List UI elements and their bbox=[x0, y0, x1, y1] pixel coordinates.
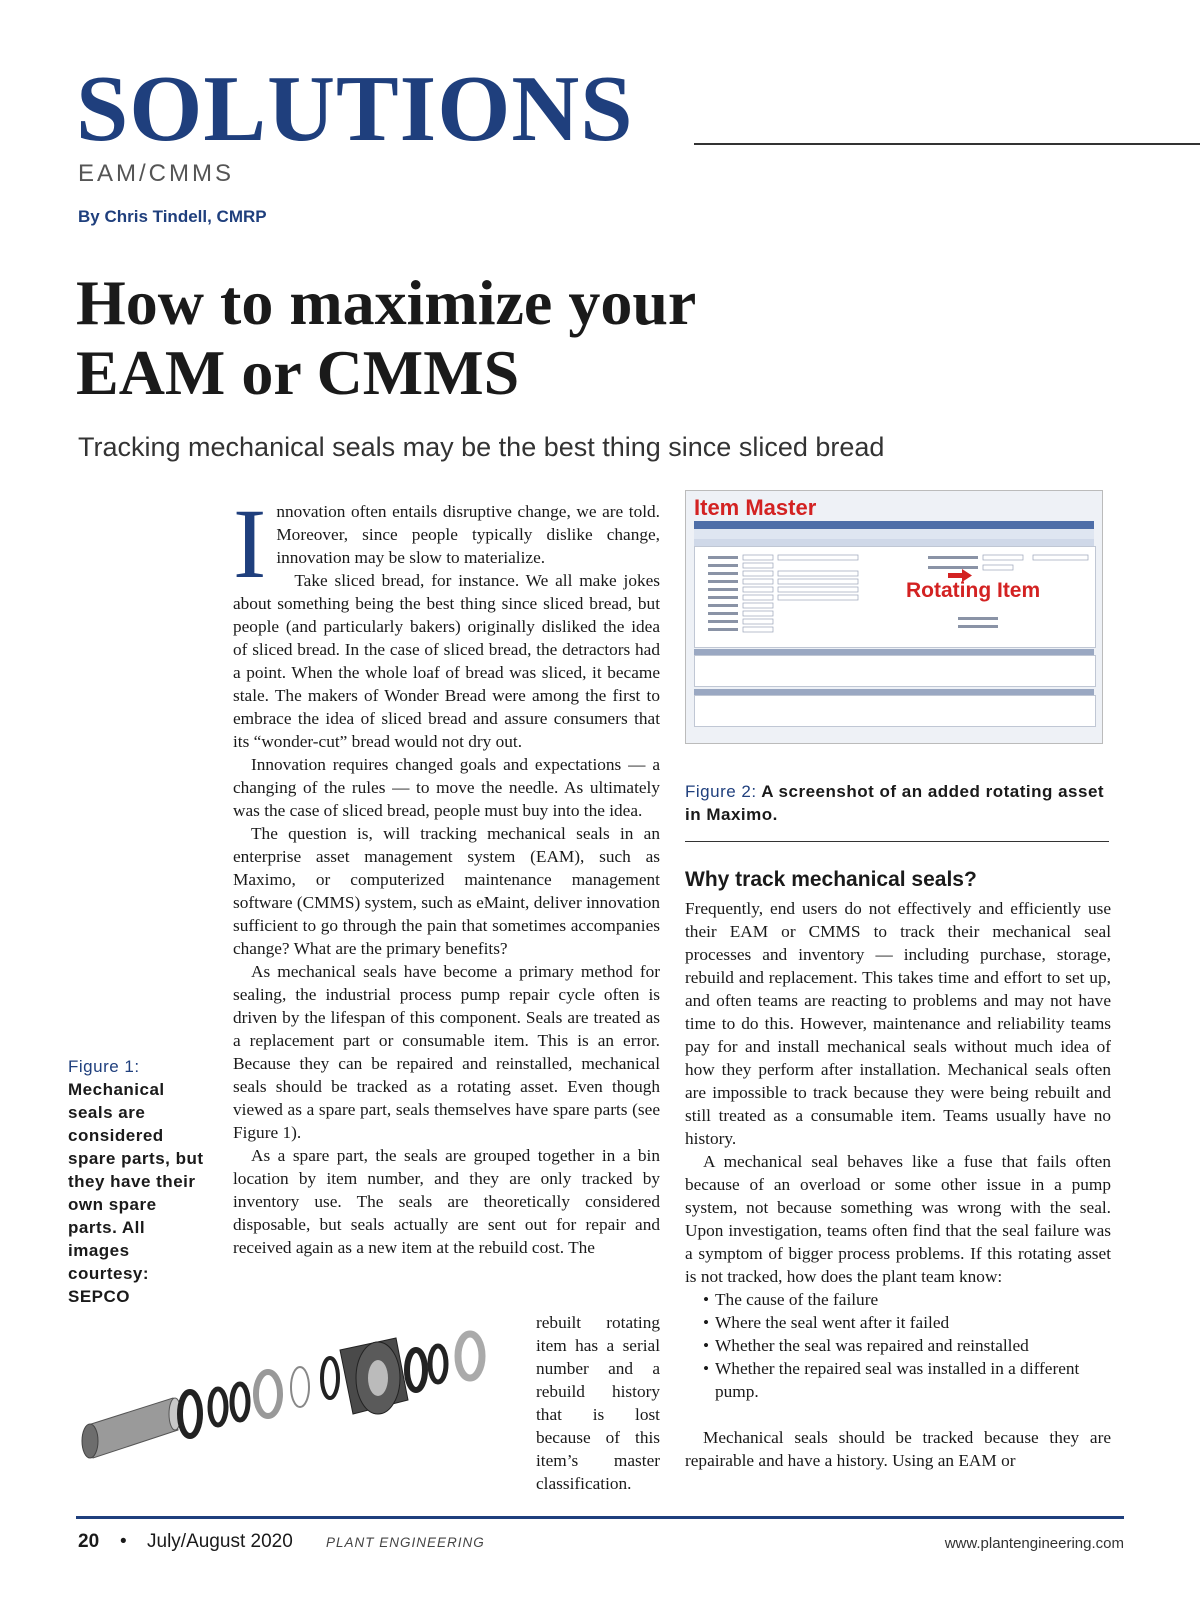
section-divider bbox=[685, 841, 1109, 842]
seal-body bbox=[340, 1338, 408, 1414]
item-master-title: Item Master bbox=[694, 495, 817, 520]
paragraph: As mechanical seals have become a primary method for sealing, the industrial process pump repair cycle often is driven by the lifespan of this component. Seals are treated as a replacement part or consumable item. This is an error. Because they can be repaired and reinstalled, mechanical seals should be tracked as a rotating asset. Even though viewed as a spare part, seals themselves have spare parts (see Figure 1). bbox=[233, 962, 660, 1142]
figure-1-caption bbox=[68, 1055, 208, 1308]
alternate-items-table bbox=[694, 655, 1096, 687]
article-column-2 bbox=[685, 897, 1111, 1472]
byline: By Chris Tindell, CMRP bbox=[78, 207, 267, 226]
publication-name: PLANT ENGINEERING bbox=[326, 1535, 485, 1550]
issue-date: July/August 2020 bbox=[147, 1531, 293, 1552]
mechanical-seal-image bbox=[78, 1330, 518, 1480]
seal-sleeve bbox=[82, 1398, 181, 1458]
list-item: • Where the seal went after it failed bbox=[715, 1311, 1111, 1334]
list-item: • Whether the seal was repaired and reinstalled bbox=[715, 1334, 1111, 1357]
paragraph: The question is, will tracking mechanical seals in an enterprise asset management system (EAM), such as Maximo, or computerized maintenance management software (CMMS) system, such as eMaint, deliver innovation sufficient to go through the pain that sometimes accompanies change? What are the primary benefits? bbox=[233, 824, 660, 958]
rotating-item-callout: Rotating Item bbox=[906, 579, 1041, 602]
figure-2-caption bbox=[685, 780, 1105, 826]
publication-url[interactable]: www.plantengineering.com bbox=[944, 1535, 1124, 1552]
o-rings bbox=[180, 1358, 338, 1436]
paragraph: As a spare part, the seals are grouped together in a bin location by item number, and they are only tracked by inventory use. The seals are theoretically considered disposable, but seals actually are sent out for repair and received again as a new item at the rebuild cost. The bbox=[233, 1146, 660, 1257]
headline-line-2: EAM or CMMS bbox=[76, 337, 520, 408]
figure-2-label: Figure 2: bbox=[685, 782, 757, 801]
paragraph-continuation: rebuilt rotating item has a serial number and a rebuild history that is lost because of this item’s master classification. bbox=[536, 1313, 660, 1493]
footer-rule bbox=[76, 1516, 1124, 1519]
seal-faces bbox=[407, 1334, 482, 1390]
tab-strip bbox=[694, 539, 1094, 546]
paragraph: Innovation requires changed goals and expectations — a changing of the rules — to move the needle. As ultimately was the case of sliced bread, people must buy into the idea. bbox=[233, 755, 660, 820]
headline bbox=[76, 268, 1076, 408]
section-subtitle: EAM/CMMS bbox=[78, 160, 234, 187]
figure-2-text: A screenshot of an added rotating asset in Maximo. bbox=[685, 782, 1105, 824]
title-rule bbox=[694, 143, 1200, 145]
section-heading: Why track mechanical seals? bbox=[685, 868, 977, 891]
app-title-bar bbox=[694, 521, 1094, 529]
footer-separator: • bbox=[120, 1531, 127, 1552]
figure-1-label: Figure 1: bbox=[68, 1057, 140, 1076]
headline-line-1: How to maximize your bbox=[76, 267, 697, 338]
paragraph: Frequently, end users do not effectively and efficiently use their EAM or CMMS to track their mechanical seal processes and inventory — including purchase, storage, rebuild and replacement. This takes time and effort to set up, and often teams are reacting to problems and may not have time to do this. However, maintenance and reliability teams pay for and install mechanical seals without much idea of how they perform after installation. Mechanical seals often are impossible to track because they were being rebuilt and still treated as a consumable item. Teams usually have no history. bbox=[685, 899, 1111, 1148]
paragraph: A mechanical seal behaves like a fuse that fails often because of an overload or some other issue in a pump system, not because something was wrong with the seal. Upon investigation, teams often find that the seal failure was a symptom of bigger process problems. If this rotating asset is not tracked, how does the plant team know: bbox=[685, 1152, 1111, 1286]
drop-cap: I bbox=[233, 488, 267, 599]
page-number: 20 bbox=[78, 1531, 100, 1552]
paragraph: Take sliced bread, for instance. We all make jokes about something being the best thing since sliced bread, but people (and particularly bakers) originally disliked the idea of sliced bread. In the case of sliced bread, the detractors had a point. When the whole loaf of bread was sliced, it became stale. The makers of Wonder Bread were among the first to embrace the idea of sliced bread and assure consumers that its “wonder-cut” bread would not dry out. bbox=[233, 571, 660, 751]
list-item: • The cause of the failure bbox=[715, 1288, 1111, 1311]
bullet-list bbox=[685, 1288, 1111, 1403]
paragraph: nnovation often entails disruptive change, we are told. Moreover, since people typically dislike change, innovation may be slow to materialize. bbox=[276, 502, 660, 567]
maximo-screenshot bbox=[685, 490, 1103, 744]
list-item: • Whether the repaired seal was installed in a different pump. bbox=[715, 1357, 1111, 1403]
article-column-1 bbox=[233, 488, 660, 1259]
paragraph: Mechanical seals should be tracked because they are repairable and have a history. Using an EAM or bbox=[685, 1428, 1111, 1470]
condition-codes-table bbox=[694, 695, 1096, 727]
figure-1-text: Mechanical seals are considered spare parts, but they have their own spare parts. All images courtesy: SEPCO bbox=[68, 1080, 204, 1306]
section-title: SOLUTIONS bbox=[76, 57, 634, 161]
deck: Tracking mechanical seals may be the best thing since sliced bread bbox=[78, 432, 885, 462]
